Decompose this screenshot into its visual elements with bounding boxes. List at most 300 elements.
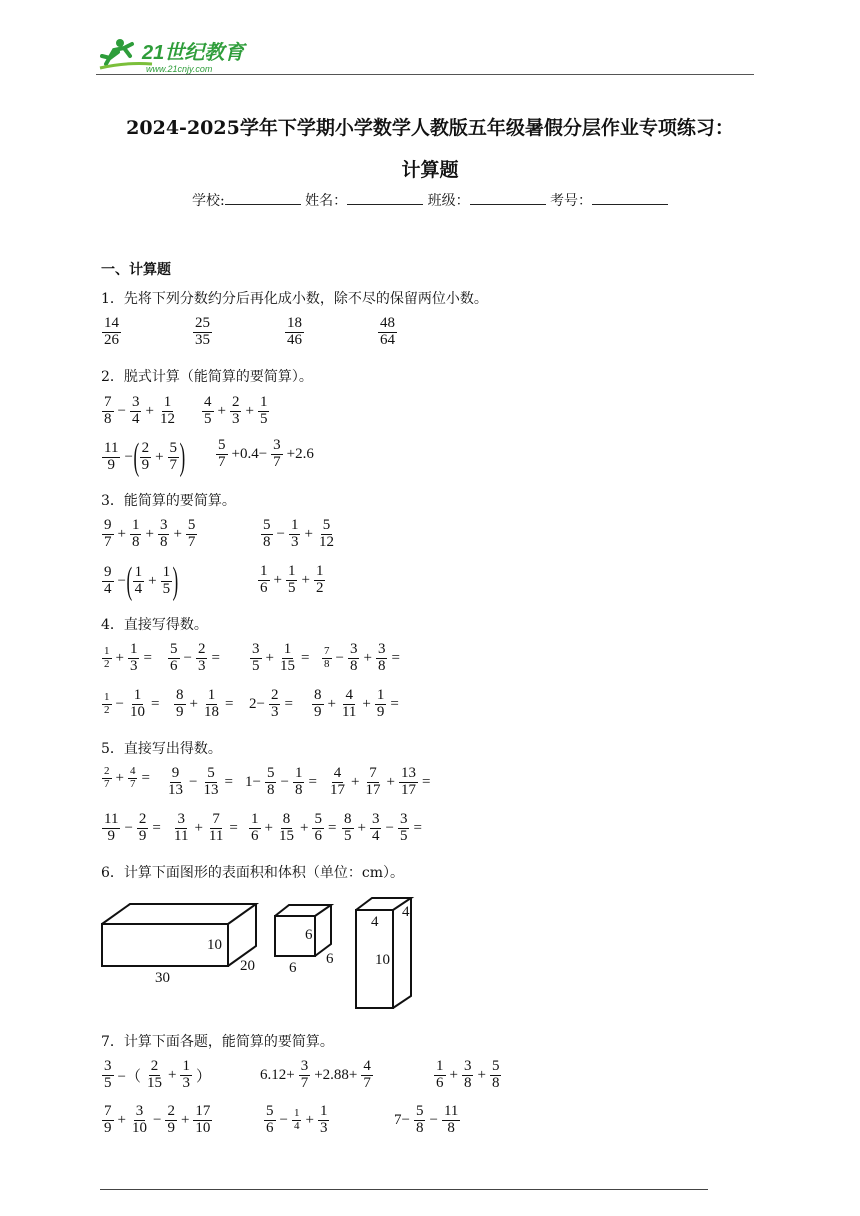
operator: = [391, 649, 400, 666]
numerator: 2 [138, 811, 147, 827]
cuboid-1-height: 10 [207, 937, 222, 953]
denominator: 5 [104, 1074, 112, 1091]
denominator: 17 [365, 781, 381, 798]
denominator: 8 [263, 533, 271, 550]
numerator: 5 [170, 641, 178, 657]
exam-no-label: 考号： [550, 193, 593, 209]
name-label: 姓名： [305, 193, 348, 209]
operator: 6.12+ [260, 1066, 295, 1083]
denominator: 6 [170, 657, 178, 674]
operator: = [143, 649, 152, 666]
q7-expr-3 [432, 1059, 503, 1092]
operator: + [351, 773, 360, 790]
numerator: 48 [380, 315, 395, 331]
numerator: 4 [345, 687, 353, 703]
denominator: 9 [314, 703, 322, 720]
denominator: 5 [259, 410, 268, 427]
numerator: 1 [182, 1058, 190, 1074]
operator: = [421, 773, 431, 790]
q1-frac-3 [283, 316, 306, 349]
operator: − [115, 695, 124, 712]
q7-expr-1 [100, 1059, 213, 1092]
q4-item [166, 642, 222, 675]
denominator: 12 [159, 410, 175, 427]
operator: = [224, 773, 233, 790]
paren-left: ( [126, 560, 133, 602]
numerator: 2 [197, 641, 206, 657]
numerator: 3 [252, 641, 260, 657]
denominator: 9 [167, 1119, 175, 1136]
cuboid-2-height: 10 [375, 952, 390, 968]
operator: + [145, 525, 154, 542]
numerator: 3 [399, 811, 408, 827]
denominator: 10 [195, 1119, 211, 1136]
operator: = [308, 773, 317, 790]
q5-item [247, 812, 338, 845]
operator: + [117, 1111, 126, 1128]
operator: + [148, 572, 157, 589]
operator: = [390, 695, 399, 712]
header-rule [96, 74, 754, 75]
question-1: 1．先将下列分数约分后再化成小数，除不尽的保留两位小数。 [101, 291, 488, 307]
denominator: 46 [287, 331, 302, 348]
operator: = [141, 769, 150, 786]
operator: − [152, 1111, 162, 1128]
q1-frac-1 [100, 316, 123, 349]
denominator: 3 [290, 533, 299, 550]
numerator: 5 [266, 765, 275, 781]
numerator: 4 [363, 1058, 371, 1074]
operator: + [180, 1111, 190, 1128]
operator: = [229, 819, 238, 836]
numerator: 3 [177, 811, 185, 827]
numerator: 2 [141, 439, 150, 456]
operator: − [117, 402, 126, 419]
denominator: 8 [266, 781, 275, 798]
q2-expr-4 [214, 438, 316, 471]
operator: ） [195, 1068, 211, 1085]
numerator: 5 [218, 437, 226, 453]
numerator: 5 [314, 811, 322, 827]
q5-item [170, 812, 240, 845]
denominator: 4 [134, 580, 143, 597]
question-6: 6．计算下面图形的表面积和体积（单位：cm）。 [101, 865, 405, 881]
numerator: 4 [204, 394, 212, 410]
q1-frac-4 [376, 316, 399, 349]
cuboid-1 [102, 904, 256, 966]
q3-expr-2 [259, 518, 338, 551]
q4-item [320, 642, 402, 675]
denominator: 7 [187, 533, 196, 550]
denominator: 6 [260, 579, 268, 596]
denominator: 10 [131, 1119, 147, 1136]
student-info [0, 190, 860, 210]
denominator: 13 [168, 781, 183, 798]
numerator: 1 [104, 645, 110, 658]
denominator: 6 [436, 1074, 444, 1091]
operator: = [211, 649, 220, 666]
denominator: 7 [300, 1074, 309, 1091]
operator: + [115, 769, 124, 786]
numerator: 3 [273, 437, 281, 453]
paren-right: ) [172, 560, 179, 602]
operator: − [279, 1111, 288, 1128]
numerator: 8 [176, 687, 184, 703]
numerator: 1 [287, 563, 296, 579]
denominator: 17 [330, 781, 345, 798]
denominator: 9 [176, 703, 184, 720]
numerator: 4 [129, 765, 136, 777]
operator: + [477, 1066, 486, 1083]
operator: + [117, 525, 126, 542]
numerator: 17 [195, 1103, 211, 1119]
numerator: 5 [263, 517, 271, 533]
numerator: 7 [324, 645, 330, 658]
numerator: 13 [400, 765, 416, 781]
page-subtitle: 计算题 [401, 159, 459, 181]
denominator: 8 [349, 657, 358, 674]
operator: − [276, 525, 285, 542]
denominator: 7 [169, 456, 178, 473]
operator: = [152, 819, 161, 836]
numerator: 4 [333, 765, 342, 781]
numerator: 7 [104, 1103, 112, 1119]
denominator: 2 [104, 657, 110, 670]
numerator: 7 [104, 394, 112, 410]
paren-left: ( [133, 436, 140, 478]
operator: +0.4− [231, 445, 268, 462]
numerator: 3 [463, 1058, 472, 1074]
q4-item [172, 688, 235, 721]
numerator: 1 [133, 687, 142, 703]
operator: + [167, 1066, 177, 1083]
operator: + [299, 819, 309, 836]
denominator: 15 [278, 827, 294, 844]
numerator: 2 [167, 1103, 175, 1119]
numerator: 1 [129, 641, 138, 657]
operator: + [115, 649, 124, 666]
denominator: 9 [138, 827, 147, 844]
numerator: 5 [266, 1103, 274, 1119]
numerator: 1 [319, 1103, 328, 1119]
numerator: 5 [207, 765, 215, 781]
denominator: 4 [371, 827, 380, 844]
denominator: 5 [344, 827, 352, 844]
numerator: 5 [415, 1103, 424, 1119]
operator: = [327, 819, 337, 836]
operator: + [273, 571, 282, 588]
logo-icon [96, 34, 266, 74]
denominator: 6 [266, 1119, 274, 1136]
q1-frac-2 [191, 316, 214, 349]
operator: + [173, 525, 182, 542]
denominator: 8 [324, 657, 330, 670]
denominator: 4 [131, 410, 140, 427]
q3-expr-3 [100, 562, 177, 600]
numerator: 3 [135, 1103, 144, 1119]
numerator: 1 [162, 563, 171, 580]
denominator: 5 [252, 657, 260, 674]
section-heading: 一、计算题 [101, 262, 171, 278]
operator: − [385, 819, 394, 836]
denominator: 8 [131, 533, 140, 550]
denominator: 3 [129, 657, 138, 674]
denominator: 7 [363, 1074, 371, 1091]
denominator: 3 [182, 1074, 190, 1091]
q4-item [100, 688, 161, 721]
numerator: 1 [260, 563, 268, 579]
question-2: 2．脱式计算（能简算的要简算）。 [101, 369, 313, 385]
denominator: 2 [315, 579, 324, 596]
denominator: 9 [104, 1119, 112, 1136]
numerator: 1 [131, 517, 140, 533]
operator: = [284, 695, 293, 712]
school-label: 学校: [191, 193, 225, 209]
numerator: 1 [104, 691, 110, 704]
numerator: 3 [300, 1058, 309, 1074]
numerator: 1 [134, 563, 143, 580]
numerator: 5 [491, 1058, 500, 1074]
question-5: 5．直接写出得数。 [101, 741, 222, 757]
numerator: 5 [322, 517, 331, 533]
class-blank [470, 191, 546, 205]
q3-expr-4 [256, 564, 327, 597]
operator: − [189, 773, 198, 790]
solids-figure [95, 892, 425, 1014]
operator: + [363, 649, 372, 666]
denominator: 18 [203, 703, 219, 720]
denominator: 64 [380, 331, 395, 348]
operator: 2− [249, 695, 265, 712]
q5-item [243, 766, 319, 799]
operator: + [217, 402, 226, 419]
denominator: 9 [107, 827, 115, 844]
operator: 7− [394, 1111, 410, 1128]
numerator: 1 [293, 1107, 300, 1120]
denominator: 4 [293, 1119, 300, 1132]
numerator: 3 [349, 641, 358, 657]
numerator: 14 [104, 315, 119, 331]
operator: − [183, 649, 192, 666]
denominator: 9 [376, 703, 385, 720]
logo-brand: 21世纪教育 [142, 42, 245, 64]
numerator: 25 [195, 315, 210, 331]
numerator: 3 [159, 517, 168, 533]
q3-expr-1 [100, 518, 199, 551]
operator: + [304, 525, 313, 542]
operator: + [449, 1066, 458, 1083]
q5-item [100, 812, 163, 845]
denominator: 7 [273, 453, 281, 470]
q2-expr-2 [200, 395, 271, 428]
operator: + [194, 819, 203, 836]
denominator: 8 [415, 1119, 424, 1136]
operator: + [264, 819, 273, 836]
numerator: 9 [104, 517, 112, 533]
operator: − [429, 1111, 438, 1128]
operator: − [117, 572, 126, 589]
cuboid-2-top-1: 4 [371, 914, 379, 930]
numerator: 11 [443, 1103, 459, 1119]
denominator: 3 [270, 703, 279, 720]
paren-right: ) [179, 436, 186, 478]
denominator: 15 [146, 1074, 162, 1091]
q5-item [164, 766, 235, 799]
operator: + [362, 695, 371, 712]
q4-item [248, 642, 311, 675]
numerator: 8 [314, 687, 322, 703]
name-blank [347, 191, 423, 205]
denominator: 15 [279, 657, 295, 674]
numerator: 11 [104, 811, 119, 827]
operator: + [189, 695, 198, 712]
denominator: 13 [203, 781, 219, 798]
denominator: 26 [104, 331, 119, 348]
operator: − [335, 649, 344, 666]
numerator: 2 [150, 1058, 159, 1074]
operator: − [124, 819, 133, 836]
operator: = [224, 695, 234, 712]
class-label: 班级： [427, 193, 470, 209]
q5-item [326, 766, 432, 799]
numerator: 3 [377, 641, 386, 657]
denominator: 7 [129, 777, 136, 790]
denominator: 7 [104, 777, 110, 790]
operator: + [327, 695, 336, 712]
numerator: 11 [104, 439, 119, 456]
logo-url: www.21cnjy.com [146, 64, 213, 74]
denominator: 8 [159, 533, 168, 550]
numerator: 2 [104, 765, 110, 777]
exam-no-blank [592, 191, 668, 205]
operator: + [265, 649, 274, 666]
operator: + [145, 402, 154, 419]
denominator: 8 [294, 781, 303, 798]
cuboid-2-top-2: 4 [402, 904, 410, 920]
cube-edge-1: 6 [305, 927, 313, 943]
numerator: 1 [259, 394, 268, 410]
numerator: 5 [187, 517, 196, 533]
numerator: 1 [294, 765, 303, 781]
q7-expr-2 [258, 1059, 375, 1092]
q5-item [340, 812, 424, 845]
operator: = [300, 649, 310, 666]
denominator: 7 [218, 453, 226, 470]
denominator: 8 [104, 410, 112, 427]
question-7: 7．计算下面各题，能简算的要简算。 [101, 1034, 334, 1050]
numerator: 1 [436, 1058, 444, 1074]
denominator: 8 [491, 1074, 500, 1091]
cube-edge-3: 6 [289, 960, 297, 976]
numerator: 2 [231, 394, 240, 410]
numerator: 1 [290, 517, 299, 533]
numerator: 9 [171, 765, 180, 781]
denominator: 8 [447, 1119, 455, 1136]
question-3: 3．能简算的要简算。 [101, 493, 236, 509]
q7-expr-5 [262, 1104, 331, 1137]
footer-rule [100, 1189, 708, 1190]
q2-expr-3 [100, 438, 184, 476]
numerator: 7 [212, 811, 220, 827]
question-4: 4．直接写得数。 [101, 617, 208, 633]
denominator: 11 [341, 703, 357, 720]
denominator: 17 [400, 781, 416, 798]
numerator: 3 [131, 394, 140, 410]
cube-edge-2: 6 [326, 951, 334, 967]
operator: + [305, 1111, 314, 1128]
operator: + [357, 819, 366, 836]
denominator: 11 [208, 827, 224, 844]
numerator: 8 [282, 811, 291, 827]
numerator: 1 [163, 394, 172, 410]
q5-item [100, 766, 152, 790]
denominator: 9 [107, 456, 115, 473]
denominator: 5 [287, 579, 296, 596]
cuboid-1-width: 20 [240, 958, 255, 974]
denominator: 7 [104, 533, 112, 550]
operator: = [413, 819, 422, 836]
q7-expr-4 [100, 1104, 214, 1137]
denominator: 5 [204, 410, 212, 427]
numerator: 2 [270, 687, 279, 703]
denominator: 3 [319, 1119, 328, 1136]
operator: + [386, 773, 395, 790]
numerator: 3 [104, 1058, 112, 1074]
operator: + [155, 448, 164, 465]
q4-item [247, 688, 295, 721]
operator: + [301, 571, 310, 588]
q7-expr-6 [392, 1104, 462, 1137]
numerator: 1 [251, 811, 259, 827]
q4-item [310, 688, 401, 721]
denominator: 11 [174, 827, 189, 844]
numerator: 5 [169, 439, 178, 456]
operator: +2.6 [286, 445, 314, 462]
denominator: 9 [141, 456, 150, 473]
denominator: 6 [251, 827, 259, 844]
numerator: 7 [369, 765, 377, 781]
denominator: 12 [318, 533, 334, 550]
numerator: 8 [344, 811, 352, 827]
numerator: 1 [207, 687, 216, 703]
operator: 1− [245, 773, 261, 790]
numerator: 1 [315, 563, 324, 579]
denominator: 8 [377, 657, 386, 674]
q4-item [100, 642, 154, 675]
numerator: 1 [376, 687, 385, 703]
numerator: 3 [371, 811, 380, 827]
operator: + [245, 402, 254, 419]
denominator: 4 [104, 580, 112, 597]
operator: +2.88+ [314, 1066, 358, 1083]
logo [96, 34, 266, 74]
denominator: 5 [162, 580, 171, 597]
denominator: 6 [314, 827, 322, 844]
numerator: 1 [283, 641, 292, 657]
denominator: 10 [129, 703, 145, 720]
denominator: 5 [399, 827, 408, 844]
operator: = [150, 695, 160, 712]
cuboid-1-length: 30 [155, 970, 170, 986]
q2-expr-1 [100, 395, 179, 428]
denominator: 35 [195, 331, 210, 348]
numerator: 18 [287, 315, 302, 331]
operator: − [124, 448, 133, 465]
school-blank [225, 191, 301, 205]
numerator: 9 [104, 563, 112, 580]
cube [275, 905, 331, 956]
denominator: 2 [104, 703, 110, 716]
